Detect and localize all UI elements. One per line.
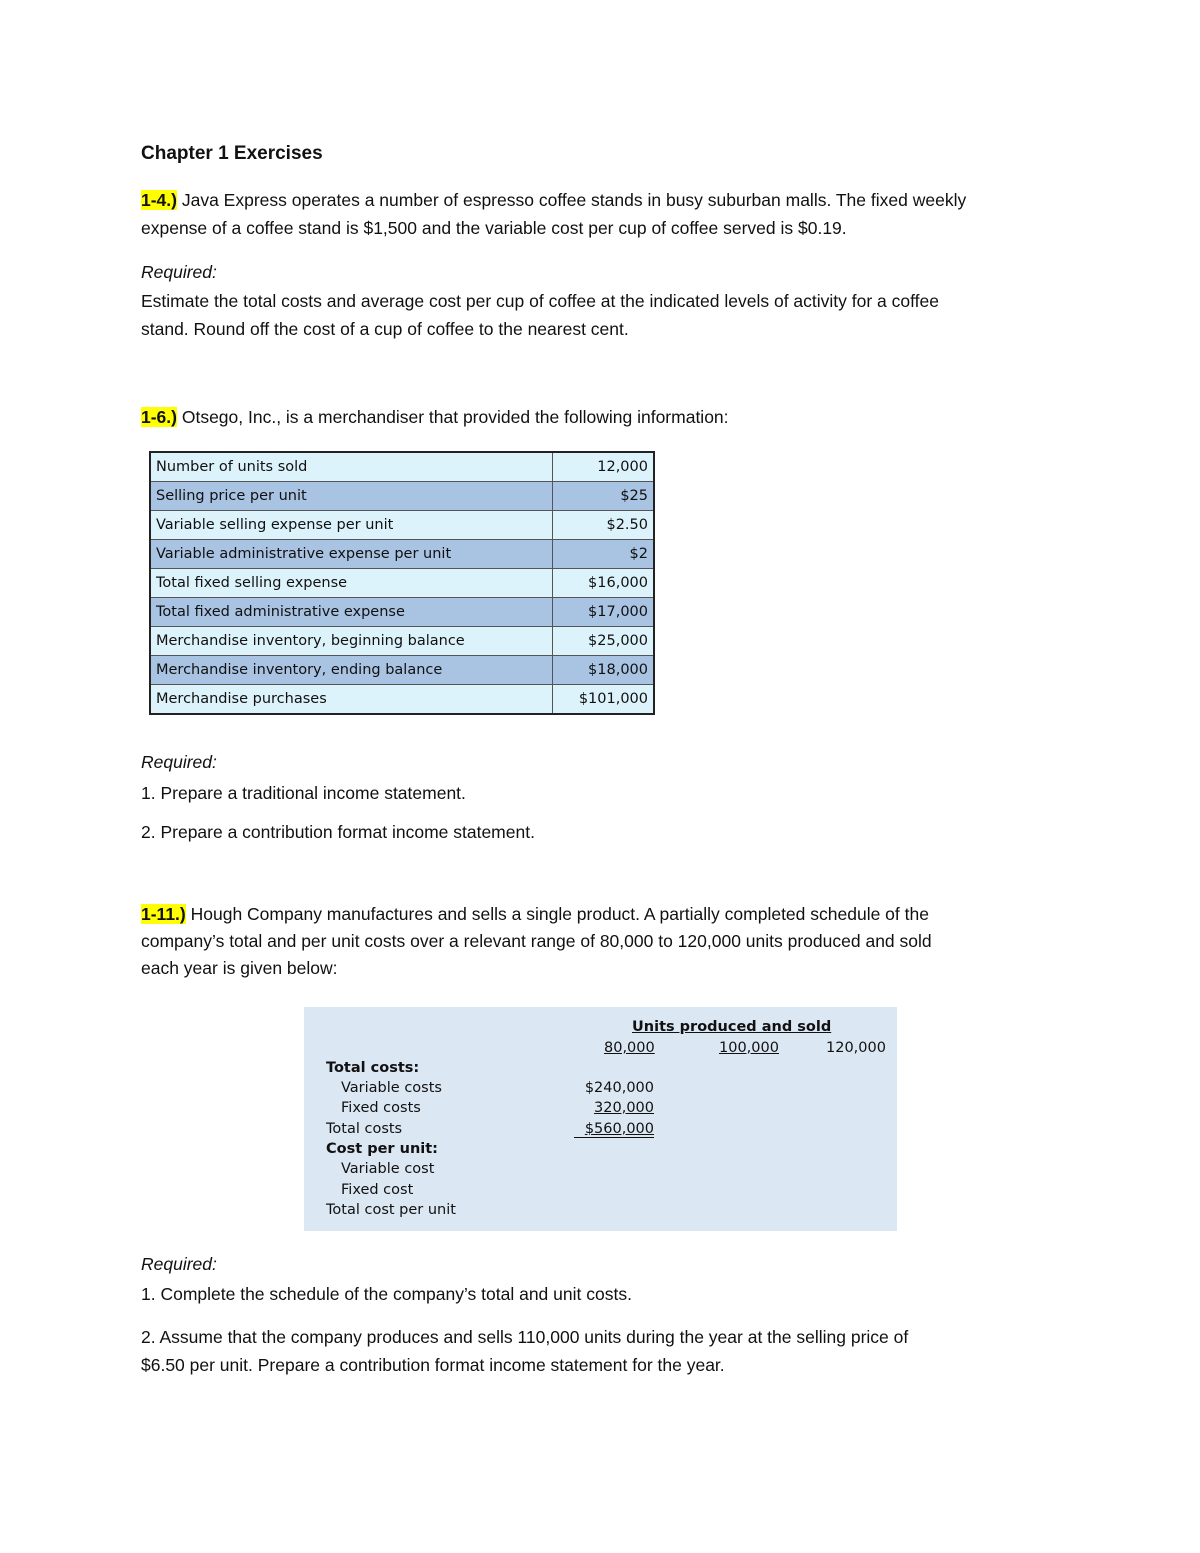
column-80000: 80,000 bbox=[604, 1040, 655, 1056]
table-row bbox=[150, 656, 654, 685]
requirement-1-6-1: 1. Prepare a traditional income statement. bbox=[141, 783, 466, 803]
variable-costs-value: $240,000 bbox=[584, 1080, 654, 1096]
row-value: $16,000 bbox=[553, 569, 655, 598]
table-row bbox=[150, 627, 654, 656]
row-label: Total fixed selling expense bbox=[150, 569, 553, 598]
row-value: $17,000 bbox=[553, 598, 655, 627]
table-row bbox=[150, 511, 654, 540]
column-120000: 120,000 bbox=[826, 1040, 886, 1056]
required-label-1-11: Required: bbox=[141, 1254, 217, 1274]
table-row bbox=[150, 569, 654, 598]
table-row bbox=[150, 452, 654, 482]
table-row bbox=[150, 540, 654, 569]
cost-schedule bbox=[304, 1007, 897, 1231]
row-label: Merchandise inventory, ending balance bbox=[150, 656, 553, 685]
requirement-1-11-2: 2. Assume that the company produces and sells 110,000 units during the year at the selling price of $6.50 per unit. Prepare a contribution format income statement for the year. bbox=[141, 1327, 909, 1375]
row-label: Number of units sold bbox=[150, 452, 553, 482]
requirement-1-6-2: 2. Prepare a contribution format income statement. bbox=[141, 822, 535, 842]
total-cost-per-unit-label: Total cost per unit bbox=[326, 1202, 456, 1218]
row-label: Variable administrative expense per unit bbox=[150, 540, 553, 569]
row-label: Merchandise purchases bbox=[150, 685, 553, 715]
total-costs-value: $560,000 bbox=[574, 1121, 654, 1138]
exercise-number-1-6: 1-6.) bbox=[141, 407, 177, 427]
requirement-1-11-1: 1. Complete the schedule of the company’s total and unit costs. bbox=[141, 1284, 632, 1304]
exercise-number-1-11: 1-11.) bbox=[141, 904, 186, 924]
otsego-data-table bbox=[149, 451, 655, 715]
exercise-1-6-text: 1-6.) Otsego, Inc., is a merchandiser that provided the following information: bbox=[141, 407, 729, 427]
row-label: Selling price per unit bbox=[150, 482, 553, 511]
table-row bbox=[150, 685, 654, 715]
fixed-cost-label: Fixed cost bbox=[341, 1182, 414, 1198]
row-value: $18,000 bbox=[553, 656, 655, 685]
row-value: $2 bbox=[553, 540, 655, 569]
variable-costs-label: Variable costs bbox=[341, 1080, 442, 1096]
exercise-number-1-4: 1-4.) bbox=[141, 190, 177, 210]
row-value: $101,000 bbox=[553, 685, 655, 715]
row-label: Variable selling expense per unit bbox=[150, 511, 553, 540]
required-label-1-4: Required: bbox=[141, 262, 217, 282]
page-title: Chapter 1 Exercises bbox=[141, 143, 323, 164]
row-label: Total fixed administrative expense bbox=[150, 598, 553, 627]
row-value: $25,000 bbox=[553, 627, 655, 656]
variable-cost-label: Variable cost bbox=[341, 1161, 435, 1177]
table-row bbox=[150, 482, 654, 511]
row-value: $2.50 bbox=[553, 511, 655, 540]
fixed-costs-label: Fixed costs bbox=[341, 1100, 421, 1116]
column-100000: 100,000 bbox=[719, 1040, 779, 1056]
table-row bbox=[150, 598, 654, 627]
exercise-1-11-text: 1-11.) Hough Company manufactures and sells a single product. A partially completed schedule of the company’s total and per unit costs over a relevant range of 80,000 to 120,000 units produced and sold each year is given below: bbox=[141, 904, 932, 978]
total-costs-heading: Total costs: bbox=[326, 1060, 420, 1076]
exercise-1-4-required-text: Estimate the total costs and average cost per cup of coffee at the indicated levels of activity for a coffee stand. Round off the cost of a cup of coffee to the nearest cent. bbox=[141, 291, 940, 339]
exercise-1-4-text: 1-4.) Java Express operates a number of espresso coffee stands in busy suburban malls. The fixed weekly expense of a coffee stand is $1,500 and the variable cost per cup of coffee served is $0.19. bbox=[141, 190, 967, 238]
cost-per-unit-heading: Cost per unit: bbox=[326, 1141, 438, 1157]
required-label-1-6: Required: bbox=[141, 752, 217, 772]
row-label: Merchandise inventory, beginning balance bbox=[150, 627, 553, 656]
fixed-costs-value: 320,000 bbox=[594, 1100, 654, 1116]
schedule-header: Units produced and sold bbox=[632, 1019, 832, 1035]
row-value: 12,000 bbox=[553, 452, 655, 482]
total-costs-label: Total costs bbox=[326, 1121, 403, 1137]
row-value: $25 bbox=[553, 482, 655, 511]
